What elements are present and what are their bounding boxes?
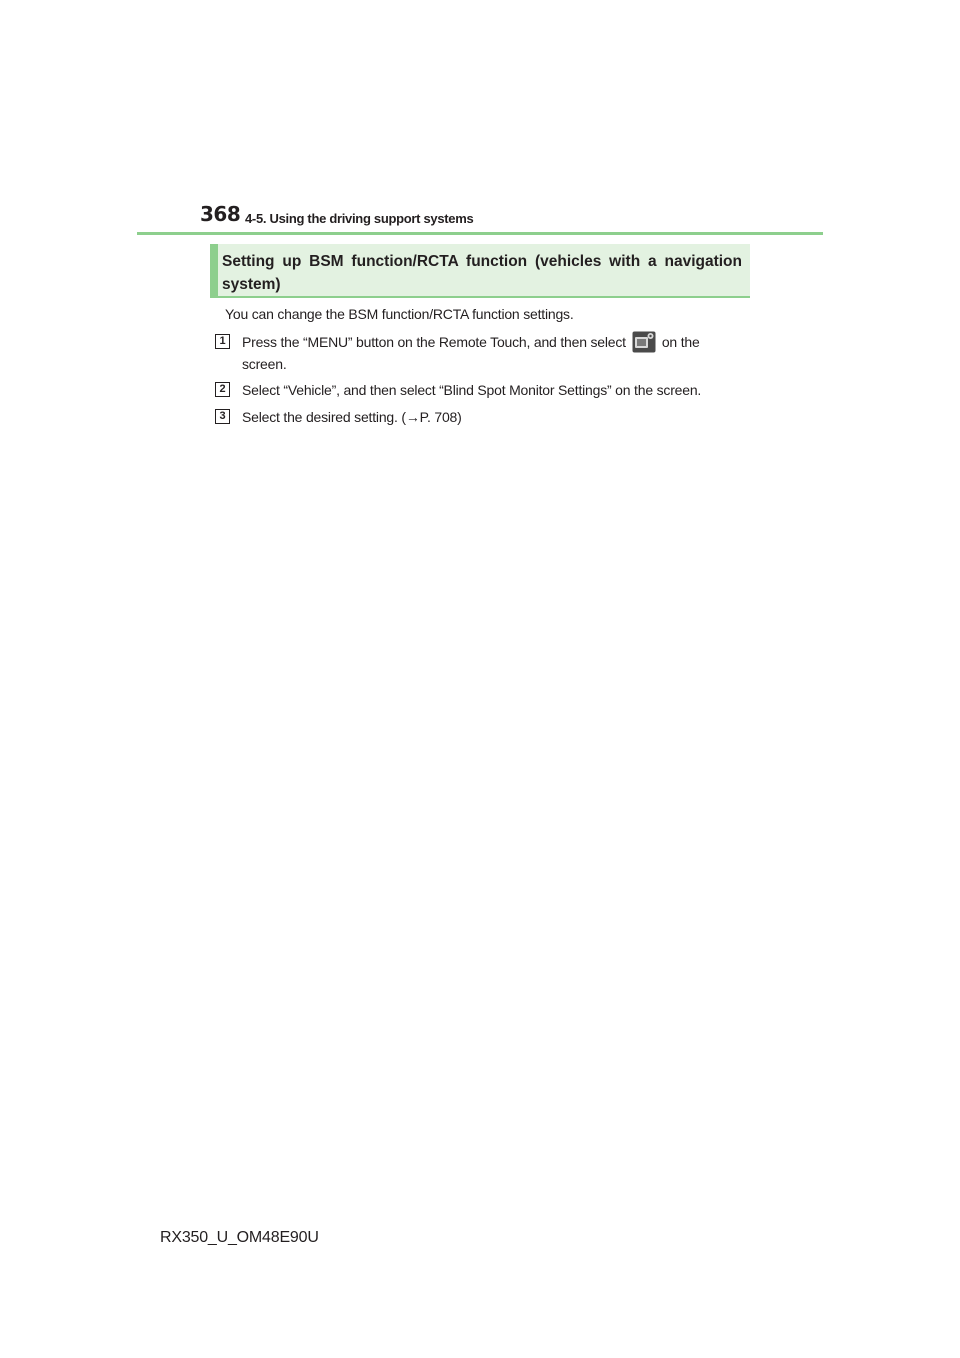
section-title: 4-5. Using the driving support systems bbox=[245, 211, 474, 226]
step-number: 3 bbox=[215, 409, 230, 424]
page-number: 368 bbox=[200, 202, 241, 226]
step-number: 1 bbox=[215, 334, 230, 349]
intro-text: You can change the BSM function/RCTA function settings. bbox=[225, 306, 574, 322]
step-number: 2 bbox=[215, 382, 230, 397]
settings-screen-icon bbox=[632, 331, 656, 353]
header-divider bbox=[137, 232, 823, 235]
step-text-before-icon: Press the “MENU” button on the Remote Touch, and then select bbox=[242, 334, 626, 350]
heading-accent-bar bbox=[210, 244, 218, 298]
step-text: Select the desired setting. (→P. 708) bbox=[242, 409, 462, 425]
step-text bbox=[242, 331, 746, 375]
model-code: RX350_U_OM48E90U bbox=[160, 1229, 319, 1246]
step-text-after-icon: on the screen. bbox=[242, 334, 700, 372]
section-heading bbox=[210, 244, 750, 298]
step-text: Select “Vehicle”, and then select “Blind Spot Monitor Settings” on the screen. bbox=[242, 382, 702, 398]
heading-text: Setting up BSM function/RCTA function (vehicles with a navigation system) bbox=[222, 253, 742, 293]
